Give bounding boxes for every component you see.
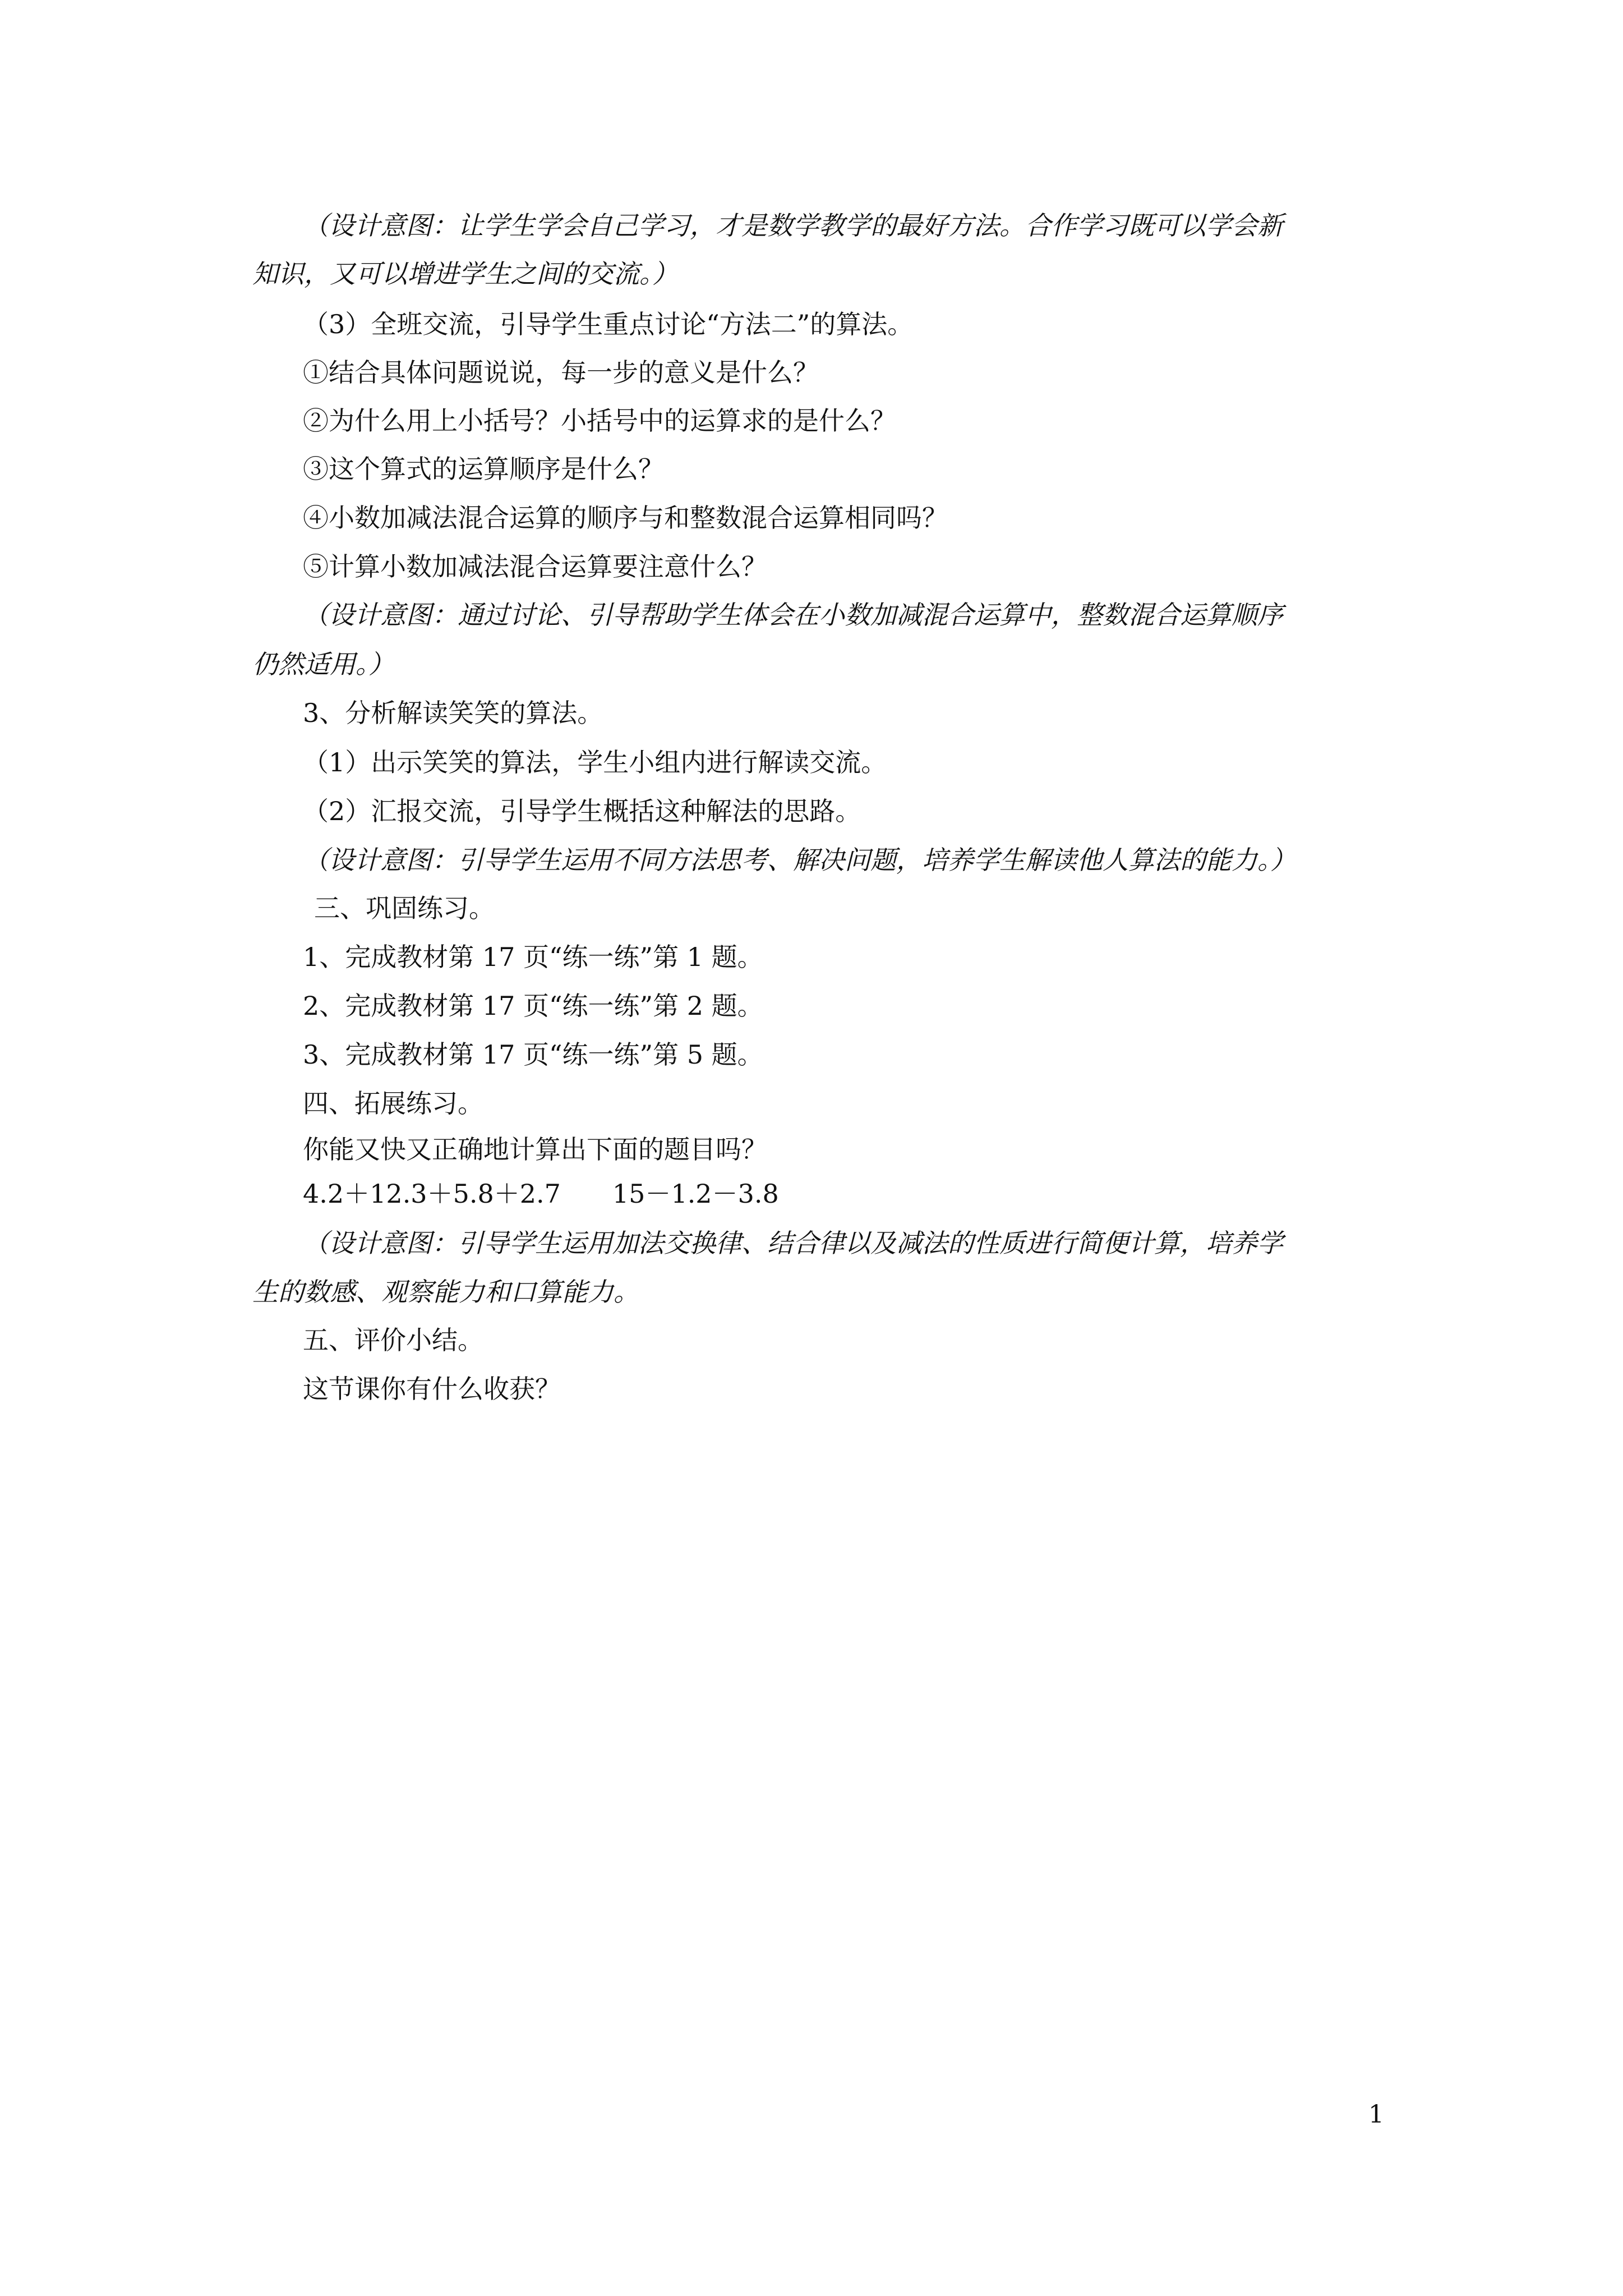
design-intent-4-line-2: 生的数感、观察能力和口算能力。 [252, 1277, 639, 1307]
exercise-3: 3、完成教材第 17 页“练一练”第 5 题。 [303, 1039, 763, 1070]
summary-heading: 五、评价小结。 [303, 1325, 483, 1355]
exercise-1: 1、完成教材第 17 页“练一练”第 1 题。 [303, 942, 763, 972]
design-intent-2-line-1: （设计意图：通过讨论、引导帮助学生体会在小数加减混合运算中，整数混合运算顺序 [303, 600, 1283, 630]
extension-question: 你能又快又正确地计算出下面的题目吗？ [303, 1134, 767, 1165]
question-5: ⑤计算小数加减法混合运算要注意什么？ [303, 551, 767, 582]
question-3: ③这个算式的运算顺序是什么？ [303, 454, 664, 484]
exercise-2: 2、完成教材第 17 页“练一练”第 2 题。 [303, 991, 763, 1021]
design-intent-1-line-1: （设计意图：让学生学会自己学习，才是数学教学的最好方法。合作学习既可以学会新 [303, 210, 1283, 241]
design-intent-4-line-1: （设计意图：引导学生运用加法交换律、结合律以及减法的性质进行简便计算，培养学 [303, 1228, 1283, 1258]
section-3-heading: 3、分析解读笑笑的算法。 [303, 698, 603, 728]
extension-heading: 四、拓展练习。 [303, 1088, 483, 1119]
consolidation-heading: 三、巩固练习。 [314, 893, 495, 923]
step-1: （1）出示笑笑的算法，学生小组内进行解读交流。 [303, 747, 887, 777]
step-2: （2）汇报交流，引导学生概括这种解法的思路。 [303, 796, 861, 826]
question-1: ①结合具体问题说说，每一步的意义是什么？ [303, 357, 819, 388]
design-intent-2-line-2: 仍然适用。） [252, 649, 394, 679]
question-2: ②为什么用上小括号？小括号中的运算求的是什么？ [303, 406, 896, 436]
question-4: ④小数加减法混合运算的顺序与和整数混合运算相同吗？ [303, 503, 948, 533]
calculation-expressions: 4.2＋12.3＋5.8＋2.7 15－1.2－3.8 [303, 1179, 779, 1209]
page-number: 1 [1368, 2100, 1384, 2129]
summary-question: 这节课你有什么收获？ [303, 1374, 561, 1404]
design-intent-3: （设计意图：引导学生运用不同方法思考、解决问题，培养学生解读他人算法的能力。） [303, 845, 1296, 875]
design-intent-1-line-2: 知识，又可以增进学生之间的交流。） [252, 259, 678, 289]
class-discussion-heading: （3）全班交流，引导学生重点讨论“方法二”的算法。 [303, 309, 914, 339]
